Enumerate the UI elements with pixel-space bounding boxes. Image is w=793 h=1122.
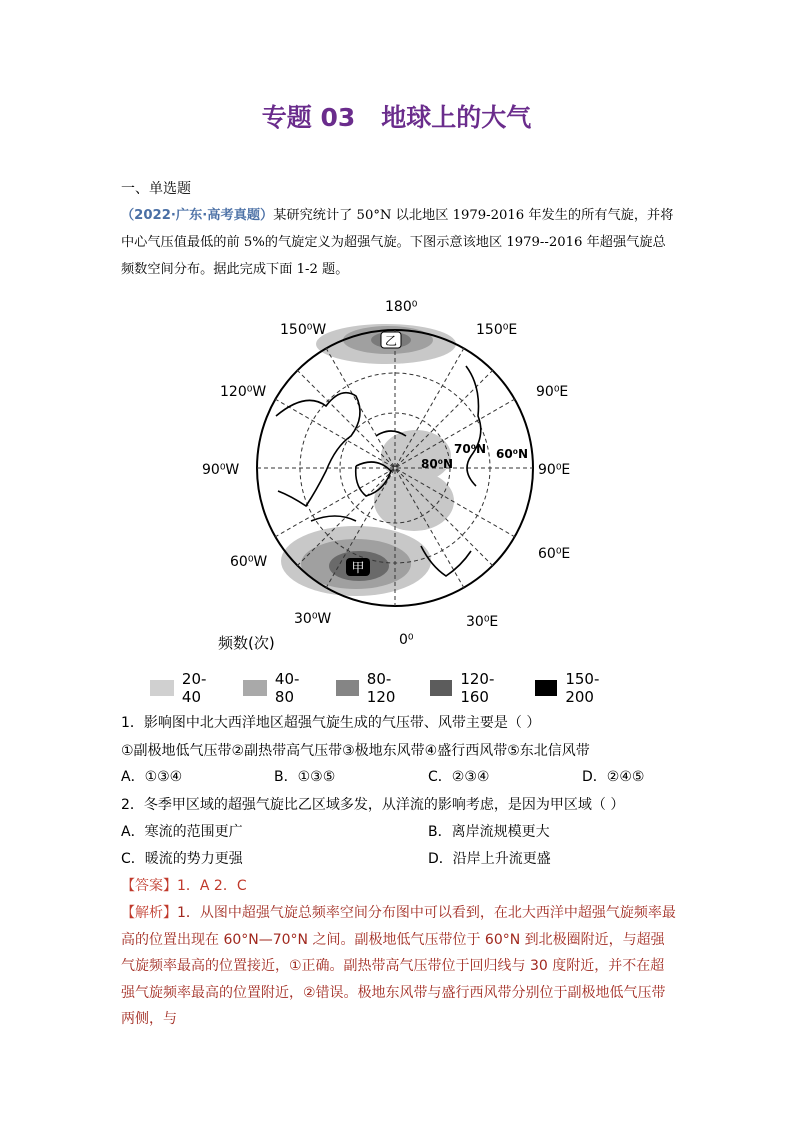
q1-items: ①副极地低气压带②副热带高气压带③极地东风带④盛行西风带⑤东北信风带 <box>121 743 590 759</box>
lon-90e-top: 90⁰E <box>536 384 569 400</box>
lat-60: 60⁰N <box>496 447 528 461</box>
intro-paragraph <box>121 202 677 283</box>
legend-item: 40-80 <box>243 670 308 706</box>
page-title <box>0 98 793 134</box>
legend-item: 150-200 <box>535 670 609 706</box>
lon-150w: 150⁰W <box>280 322 327 338</box>
q2-option-b: B．离岸流规模更大 <box>428 824 550 840</box>
marker-jia <box>346 558 370 576</box>
answer-text: 1．A 2．C <box>177 878 247 894</box>
answer-line <box>121 875 247 895</box>
lon-90e: 90⁰E <box>538 462 571 478</box>
analysis-text: 1．从图中超强气旋总频率空间分布图中可以看到，在北大西洋中超强气旋频率最高的位置出现在 60°N—70°N 之间。副极地低气压带位于 60°N 到北极圈附近，与超强气旋频率最高的位置接近，①正确。副热带高气压带位于回归线与 30 度附近，并不在超强气旋频率最高的位置附近，②错误。极地东风带与盛行西风带分别位于副极地低气压带两侧，与 <box>121 905 676 1027</box>
legend-item: 20-40 <box>150 670 215 706</box>
analysis-paragraph <box>121 900 677 1033</box>
lon-180: 180⁰ <box>385 299 418 315</box>
legend-swatch <box>336 680 359 696</box>
legend-swatch <box>430 680 452 696</box>
section-heading: 一、单选题 <box>121 181 191 197</box>
lon-0: 0⁰ <box>399 632 414 648</box>
q1-option-c: C．②③④ <box>428 769 490 785</box>
svg-text:乙: 乙 <box>384 334 398 348</box>
legend-item: 80-120 <box>336 670 405 706</box>
title-part2: 地球上的大气 <box>381 103 532 132</box>
lon-30e: 30⁰E <box>466 614 499 630</box>
q2-option-c: C．暖流的势力更强 <box>121 851 243 867</box>
legend-item: 120-160 <box>430 670 504 706</box>
lon-60w: 60⁰W <box>230 554 268 570</box>
lon-60e: 60⁰E <box>538 546 571 562</box>
polar-map <box>202 296 574 656</box>
intro-text: 某研究统计了 50°N 以北地区 1979-2016 年发生的所有气旋，并将中心气压值最低的前 5%的气旋定义为超强气旋。下图示意该地区 1979--2016 年超强气旋总频数空间分布。据此完成下面 1-2 题。 <box>121 208 674 277</box>
title-part1: 专题 03 <box>261 103 356 132</box>
q2-stem: 2．冬季甲区域的超强气旋比乙区域多发，从洋流的影响考虑，是因为甲区域（ ） <box>121 797 625 813</box>
q1-option-d: D．②④⑤ <box>582 769 645 785</box>
legend-swatch <box>535 680 557 696</box>
q1-option-a: A．①③④ <box>121 769 183 785</box>
lon-30w: 30⁰W <box>294 611 332 627</box>
legend-swatch <box>243 680 267 696</box>
q1-option-b: B．①③⑤ <box>274 769 336 785</box>
legend-title: 频数(次) <box>218 634 275 652</box>
answer-head: 【答案】 <box>121 878 177 894</box>
analysis-head: 【解析】 <box>121 905 177 921</box>
q2-option-a: A．寒流的范围更广 <box>121 824 243 840</box>
legend-swatch <box>150 680 174 696</box>
lon-150e: 150⁰E <box>476 322 518 338</box>
lat-80: 80⁰N <box>421 457 453 471</box>
marker-yi <box>381 332 401 348</box>
lon-90w: 90⁰W <box>202 462 240 478</box>
source-tag: （2022·广东·高考真题） <box>121 208 274 223</box>
svg-text:甲: 甲 <box>351 561 365 576</box>
lon-120w: 120⁰W <box>220 384 267 400</box>
lat-70: 70⁰N <box>454 442 486 456</box>
q1-stem: 1．影响图中北大西洋地区超强气旋生成的气压带、风带主要是（ ） <box>121 715 541 731</box>
q2-option-d: D．沿岸上升流更盛 <box>428 851 551 867</box>
